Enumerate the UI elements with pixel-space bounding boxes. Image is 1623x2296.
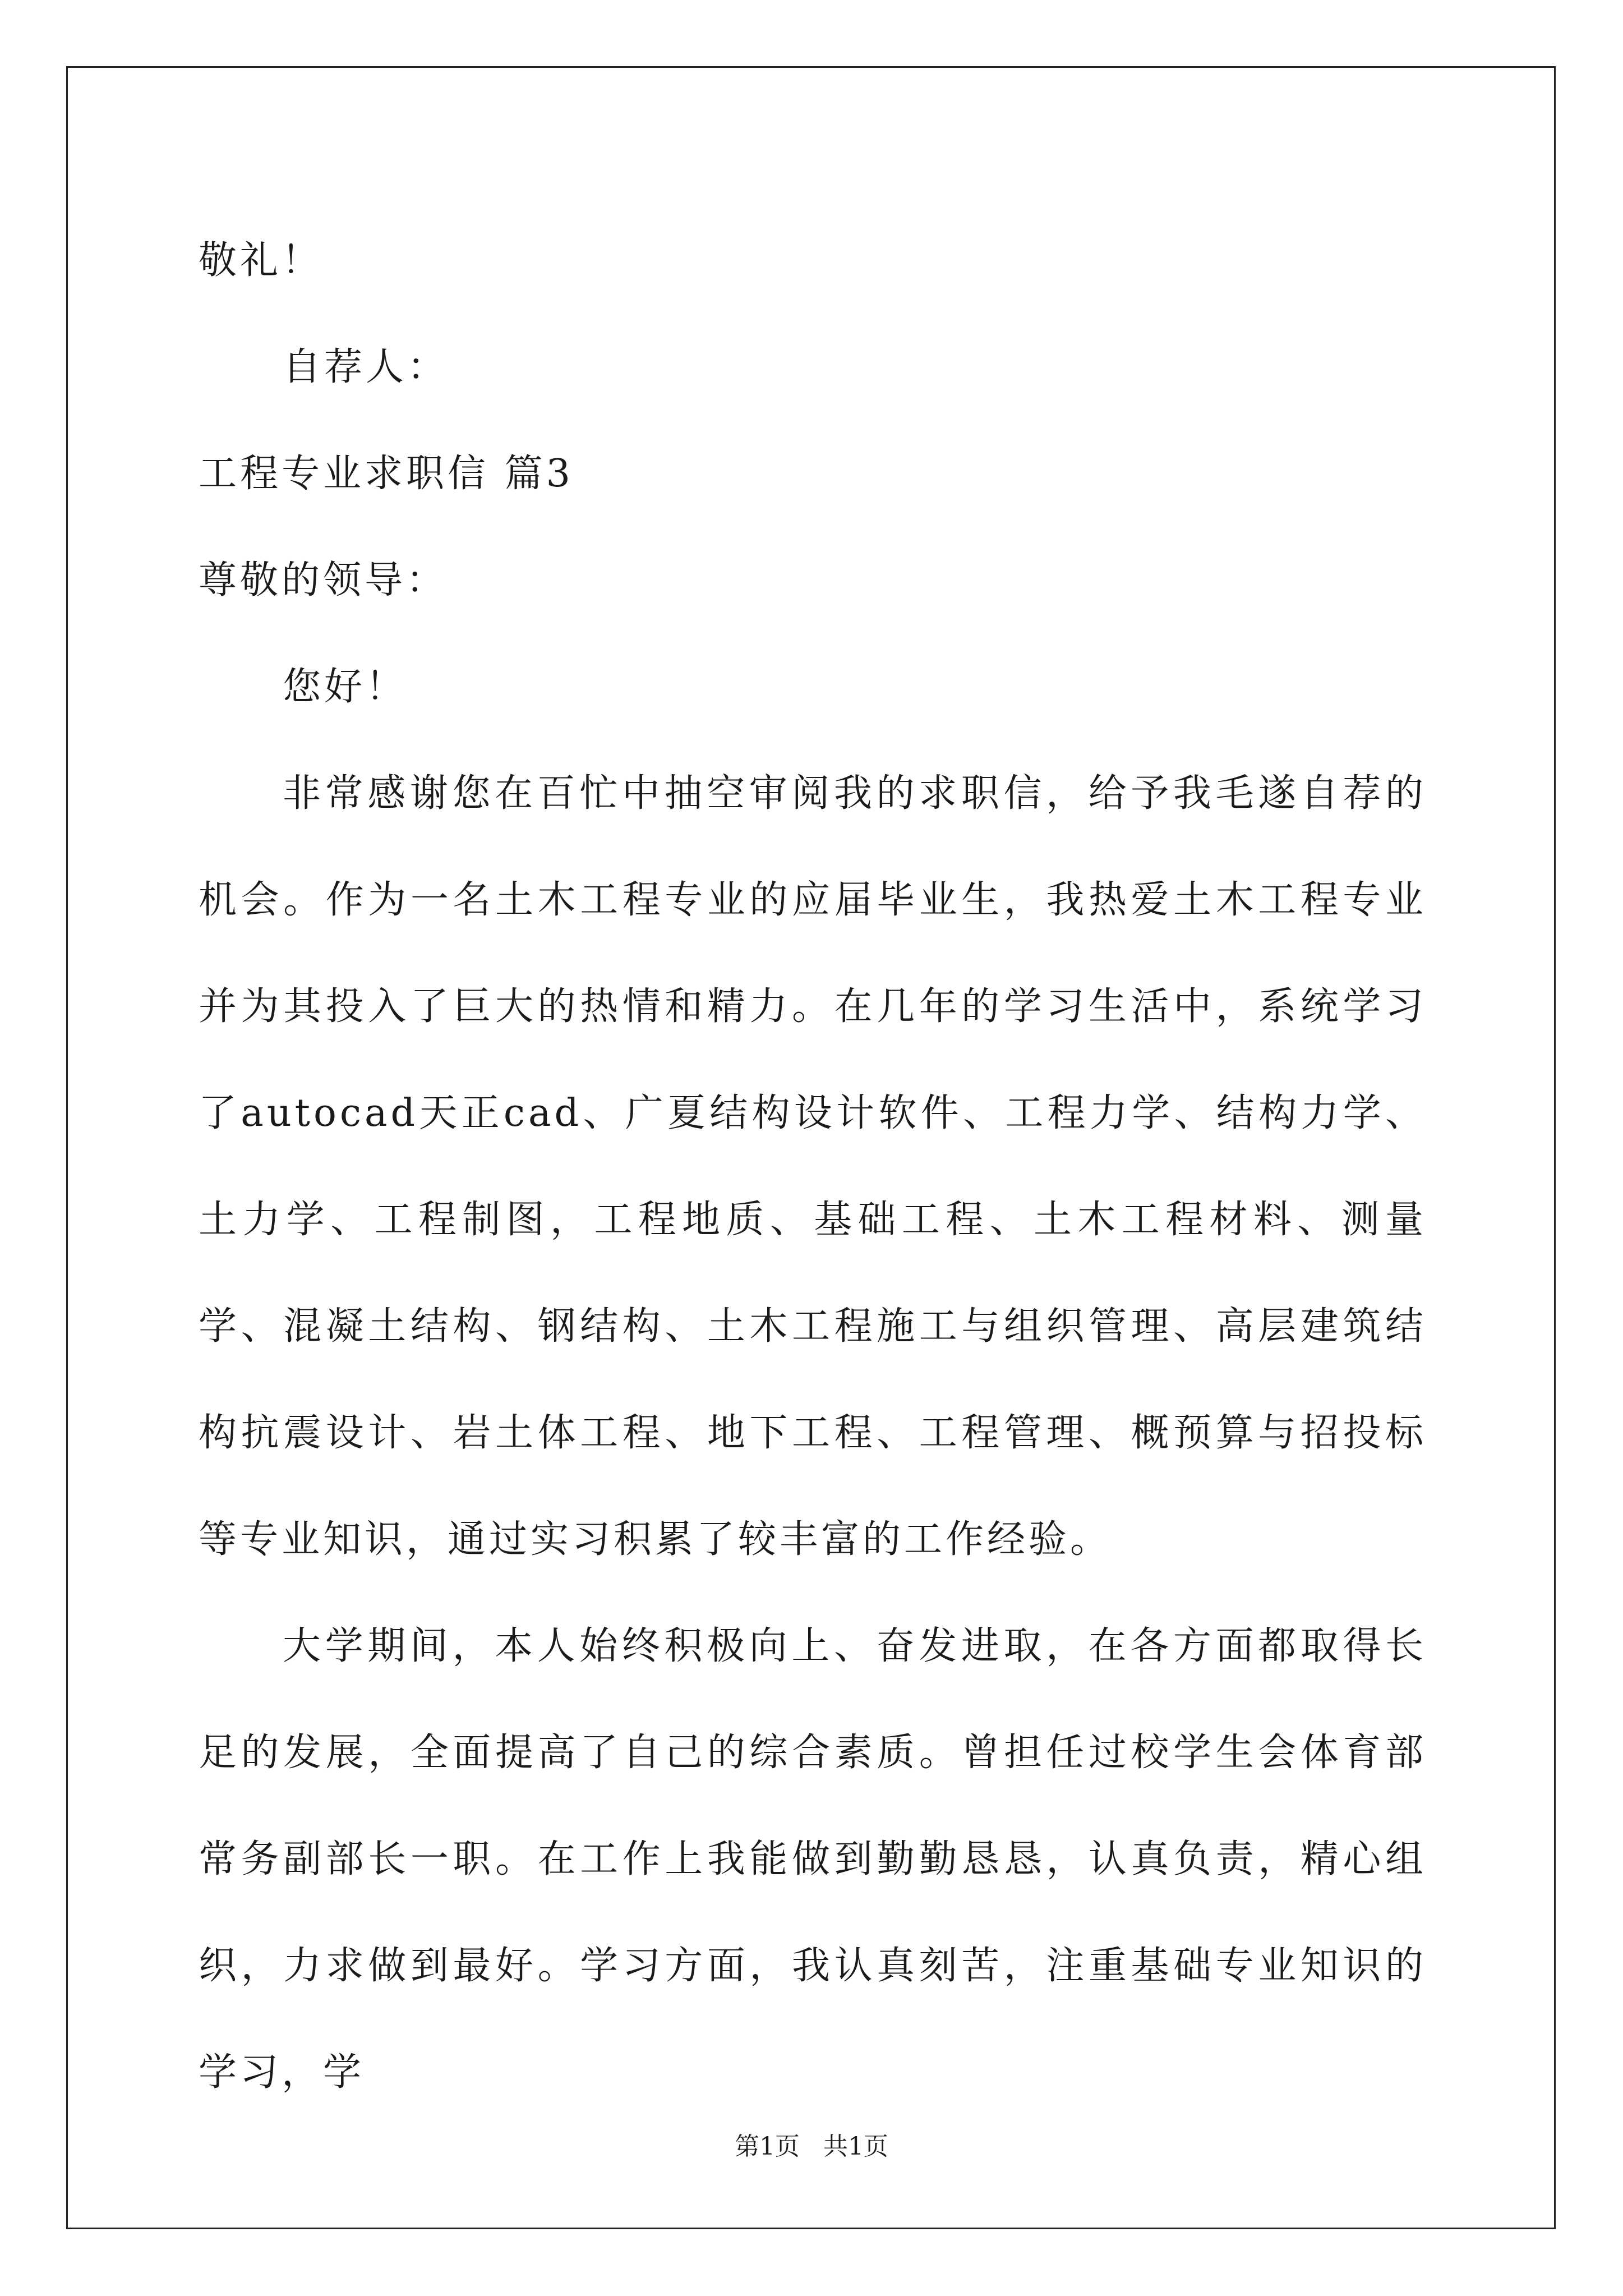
salutation: 尊敬的领导： <box>199 558 448 602</box>
page-number-total: 共1页 <box>823 2132 888 2161</box>
section-title: 工程专业求职信 篇3 <box>199 452 574 496</box>
document-body <box>199 208 1427 2126</box>
paragraph-university: 大学期间，本人始终积极向上、奋发进取，在各方面都取得长足的发展，全面提高了自己的综合素质。曾担任过校学生会体育部常务副部长一职。在工作上我能做到勤勤恳恳，认真负责，精心组织，力求做到最好。学习方面，我认真刻苦，注重基础专业知识的学习，学 <box>199 1624 1427 2095</box>
greeting: 您好！ <box>283 665 408 709</box>
paragraph-introduction: 非常感谢您在百忙中抽空审阅我的求职信，给予我毛遂自荐的机会。作为一名土木工程专业的应届毕业生，我热爱土木工程专业并为其投入了巨大的热情和精力。在几年的学习生活中，系统学习了autocad天正cad、广夏结构设计软件、工程力学、结构力学、土力学、工程制图，工程地质、基础工程、土木工程材料、测量学、混凝土结构、钢结构、土木工程施工与组织管理、高层建筑结构抗震设计、岩土体工程、地下工程、工程管理、概预算与招投标等专业知识，通过实习积累了较丰富的工作经验。 <box>199 771 1427 1562</box>
page-footer <box>0 2126 1623 2162</box>
closing-line: 敬礼！ <box>199 238 324 283</box>
page-number-current: 第1页 <box>735 2132 800 2161</box>
signature-label: 自荐人： <box>283 345 449 389</box>
